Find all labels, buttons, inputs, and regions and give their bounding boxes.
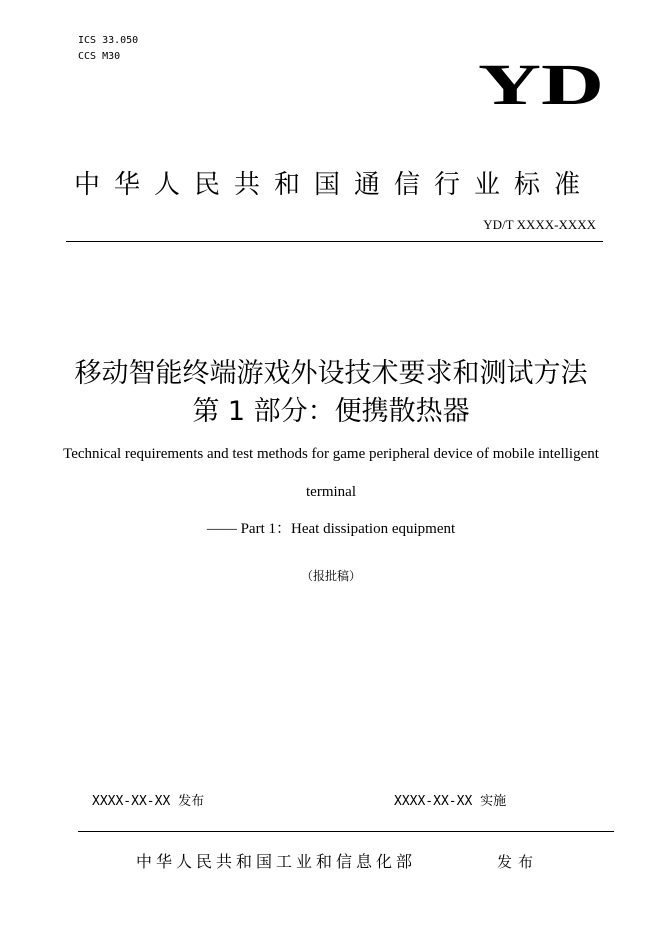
- yd-logo: [476, 58, 606, 112]
- title-en-line-2: terminal: [306, 484, 356, 500]
- bottom-divider: [78, 831, 614, 832]
- ics-code: ICS 33.050: [78, 35, 139, 46]
- top-divider: [66, 241, 603, 242]
- standard-category-title: 中华人民共和国通信行业标准: [73, 170, 594, 200]
- yd-logo-text: YD: [478, 58, 604, 112]
- draft-status: （报批稿）: [300, 569, 361, 583]
- title-en-line-1: Technical requirements and test methods for game peripheral device of mobile intelligent: [63, 446, 599, 462]
- standard-number: YD/T XXXX-XXXX: [483, 217, 596, 232]
- title-zh-line-1: 移动智能终端游戏外设技术要求和测试方法: [74, 358, 588, 389]
- publish-label: 发布: [497, 853, 540, 871]
- publisher-name: 中华人民共和国工业和信息化部: [136, 852, 417, 871]
- title-zh-line-2: 第 1 部分：便携散热器: [192, 396, 470, 427]
- ccs-code: CCS M30: [78, 51, 121, 62]
- yd-logo-graphic: [476, 58, 606, 112]
- issue-date: XXXX-XX-XX 发布: [92, 794, 205, 809]
- implementation-date: XXXX-XX-XX 实施: [394, 794, 507, 809]
- title-en-subtitle: —— Part 1：Heat dissipation equipment: [206, 521, 456, 537]
